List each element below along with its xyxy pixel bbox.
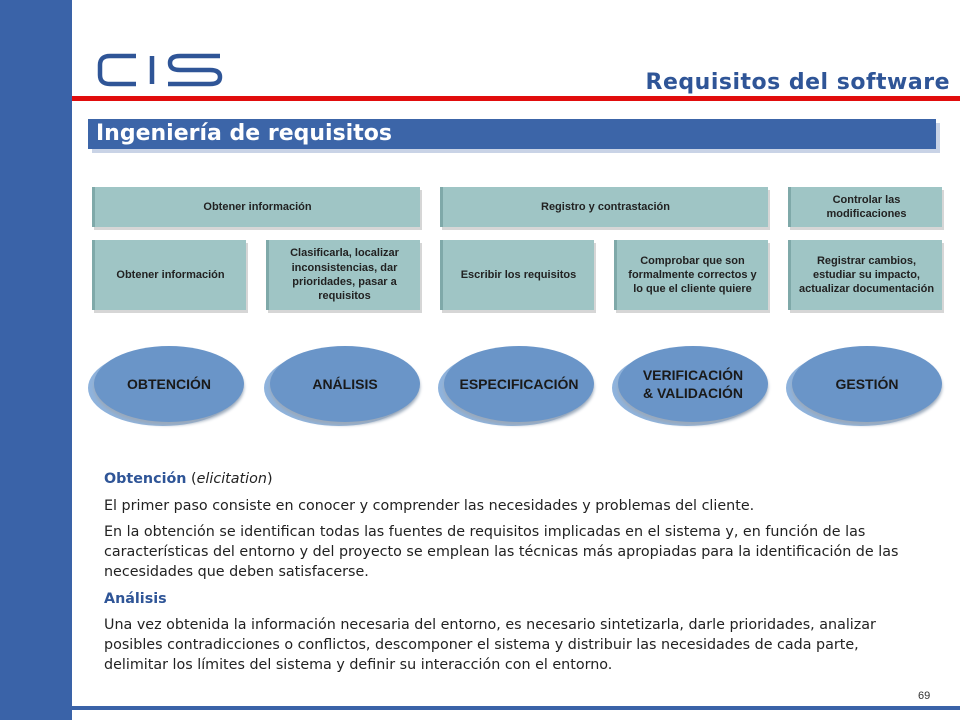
mid-box-obtener: Obtener información (92, 240, 246, 310)
obtencion-heading-line (104, 470, 914, 490)
section-title: Ingeniería de requisitos (88, 119, 936, 149)
mid-box-registrar: Registrar cambios, estudiar su impacto, actualizar documentación (788, 240, 942, 310)
phase-label: VERIFICACIÓN & VALIDACIÓN (618, 346, 768, 422)
cis-logo (96, 52, 226, 88)
analisis-heading: Análisis (104, 590, 167, 607)
top-box-controlar: Controlar las modificaciones (788, 187, 942, 227)
phase-obtencion (88, 346, 244, 428)
phase-label: OBTENCIÓN (94, 346, 244, 422)
page-number: 69 (918, 690, 931, 702)
paragraph-2: En la obtención se identifican todas las fuentes de requisitos implicadas en el sistema y, en función de las características del entorno y del proyecto se emplean las técnicas más apropiadas para la identificación de las necesidades que deben satisfacerse. (104, 524, 899, 580)
page-title: Requisitos del software (645, 70, 950, 95)
paragraph-3: Una vez obtenida la información necesaria del entorno, es necesario sintetizarla, darle prioridades, analizar posibles contradicciones o conflictos, descomponer el sistema y distribuir las necesidades de cada parte, delimitar los límites del sistema y definir su interacción con el entorno. (104, 617, 876, 673)
phase-gestion (786, 346, 942, 428)
phase-verificacion (612, 346, 768, 428)
phase-label: ANÁLISIS (270, 346, 420, 422)
paragraph-1: El primer paso consiste en conocer y comprender las necesidades y problemas del cliente. (104, 497, 755, 514)
top-box-registro: Registro y contrastación (440, 187, 768, 227)
header-divider (72, 96, 960, 101)
left-sidebar-bar (0, 0, 72, 720)
phase-especificacion (438, 346, 594, 428)
phase-label: GESTIÓN (792, 346, 942, 422)
top-box-obtener: Obtener información (92, 187, 420, 227)
mid-box-escribir: Escribir los requisitos (440, 240, 594, 310)
footer-line (72, 706, 960, 710)
obtencion-subtitle: (elicitation) (191, 471, 273, 487)
phase-analisis (264, 346, 420, 428)
body-text (104, 470, 914, 682)
phase-label: ESPECIFICACIÓN (444, 346, 594, 422)
mid-box-comprobar: Comprobar que son formalmente correctos y lo que el cliente quiere (614, 240, 768, 310)
mid-box-clasificar: Clasificarla, localizar inconsistencias, dar prioridades, pasar a requisitos (266, 240, 420, 310)
obtencion-heading: Obtención (104, 471, 187, 487)
